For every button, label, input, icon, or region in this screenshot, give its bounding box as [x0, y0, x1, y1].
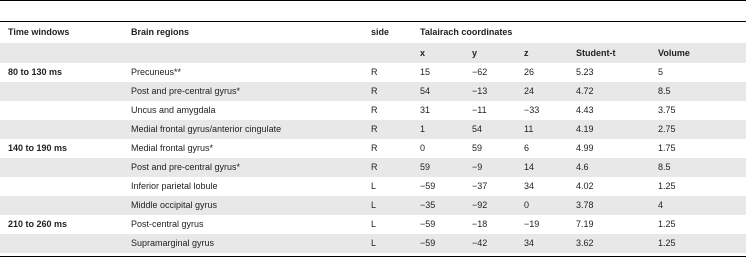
header-volume: Volume [658, 48, 690, 58]
header-blank [363, 43, 412, 63]
volume-cell: 8.5 [658, 86, 671, 96]
table-row [0, 177, 746, 196]
x-cell: 59 [420, 162, 431, 172]
header-brain-regions: Brain regions [131, 27, 190, 37]
z-cell: 24 [524, 86, 535, 96]
time-window-cell [0, 82, 123, 101]
side-cell: L [371, 181, 377, 191]
y-cell: 59 [472, 143, 483, 153]
volume-cell: 5 [658, 67, 664, 77]
side-cell: L [371, 238, 377, 248]
y-cell: 54 [472, 124, 483, 134]
student-t-cell: 4.99 [576, 143, 594, 153]
volume-cell: 1.25 [658, 219, 676, 229]
z-cell: −33 [524, 105, 540, 115]
y-cell: −11 [472, 105, 487, 115]
x-cell: 0 [420, 143, 426, 153]
brain-region-cell: Post-central gyrus [131, 219, 204, 229]
header-z: z [524, 48, 529, 58]
table-row [0, 139, 746, 158]
x-cell: −35 [420, 200, 436, 210]
side-cell: R [371, 124, 378, 134]
brain-region-cell: Middle occipital gyrus [131, 200, 218, 210]
z-cell: 6 [524, 143, 530, 153]
time-window-cell [0, 158, 123, 177]
header-talairach-coordinates: Talairach coordinates [420, 27, 513, 37]
header-row-primary [0, 22, 746, 43]
z-cell: 34 [524, 181, 535, 191]
x-cell: −59 [420, 219, 436, 229]
table-row [0, 120, 746, 139]
table-row [0, 101, 746, 120]
top-rule [0, 0, 746, 1]
brain-region-cell: Post and pre-central gyrus* [131, 86, 241, 96]
table-row [0, 234, 746, 253]
volume-cell: 1.25 [658, 181, 676, 191]
y-cell: −9 [472, 162, 483, 172]
time-window-cell [0, 120, 123, 139]
time-window-cell: 210 to 260 ms [8, 219, 68, 229]
x-cell: −59 [420, 238, 436, 248]
student-t-cell: 3.78 [576, 200, 594, 210]
student-t-cell: 4.43 [576, 105, 594, 115]
header-blank [0, 43, 123, 63]
volume-cell: 2.75 [658, 124, 676, 134]
z-cell: 34 [524, 238, 535, 248]
side-cell: L [371, 200, 377, 210]
y-cell: −18 [472, 219, 488, 229]
header-time-windows: Time windows [8, 27, 70, 37]
bottom-rule [0, 256, 746, 257]
header-blank [123, 43, 363, 63]
x-cell: 31 [420, 105, 431, 115]
volume-cell: 8.5 [658, 162, 671, 172]
brain-region-cell: Inferior parietal lobule [131, 181, 218, 191]
side-cell: R [371, 105, 378, 115]
table-row [0, 82, 746, 101]
y-cell: −37 [472, 181, 488, 191]
z-cell: 11 [524, 124, 534, 134]
z-cell: 14 [524, 162, 535, 172]
student-t-cell: 7.19 [576, 219, 594, 229]
volume-cell: 4 [658, 200, 664, 210]
z-cell: 26 [524, 67, 535, 77]
volume-cell: 1.75 [658, 143, 676, 153]
brain-region-cell: Post and pre-central gyrus* [131, 162, 241, 172]
y-cell: −92 [472, 200, 488, 210]
time-window-cell: 80 to 130 ms [8, 67, 63, 77]
volume-cell: 3.75 [658, 105, 676, 115]
table-row [0, 215, 746, 234]
side-cell: R [371, 143, 378, 153]
x-cell: 15 [420, 67, 431, 77]
table-row [0, 158, 746, 177]
x-cell: 1 [420, 124, 426, 134]
student-t-cell: 4.02 [576, 181, 594, 191]
time-window-cell [0, 101, 123, 120]
z-cell: −19 [524, 219, 540, 229]
y-cell: −62 [472, 67, 488, 77]
student-t-cell: 4.72 [576, 86, 594, 96]
student-t-cell: 5.23 [576, 67, 594, 77]
side-cell: R [371, 67, 378, 77]
brain-region-cell: Uncus and amygdala [131, 105, 216, 115]
brain-region-cell: Supramarginal gyrus [131, 238, 215, 248]
x-cell: −59 [420, 181, 436, 191]
header-side: side [371, 27, 390, 37]
x-cell: 54 [420, 86, 431, 96]
time-window-cell: 140 to 190 ms [8, 143, 68, 153]
student-t-cell: 4.19 [576, 124, 594, 134]
volume-cell: 1.25 [658, 238, 676, 248]
brain-region-cell: Medial frontal gyrus* [131, 143, 214, 153]
header-y: y [472, 48, 478, 58]
side-cell: R [371, 86, 378, 96]
y-cell: −42 [472, 238, 488, 248]
talairach-table [0, 22, 746, 253]
time-window-cell [0, 234, 123, 253]
student-t-cell: 3.62 [576, 238, 594, 248]
y-cell: −13 [472, 86, 488, 96]
side-cell: R [371, 162, 378, 172]
side-cell: L [371, 219, 377, 229]
time-window-cell [0, 177, 123, 196]
table-row [0, 196, 746, 215]
z-cell: 0 [524, 200, 530, 210]
table-row [0, 63, 746, 82]
time-window-cell [0, 196, 123, 215]
header-row-secondary [0, 43, 746, 63]
header-x: x [420, 48, 426, 58]
header-student-t: Student-t [576, 48, 616, 58]
brain-region-cell: Precuneus** [131, 67, 182, 77]
student-t-cell: 4.6 [576, 162, 589, 172]
brain-region-cell: Medial frontal gyrus/anterior cingulate [131, 124, 282, 134]
